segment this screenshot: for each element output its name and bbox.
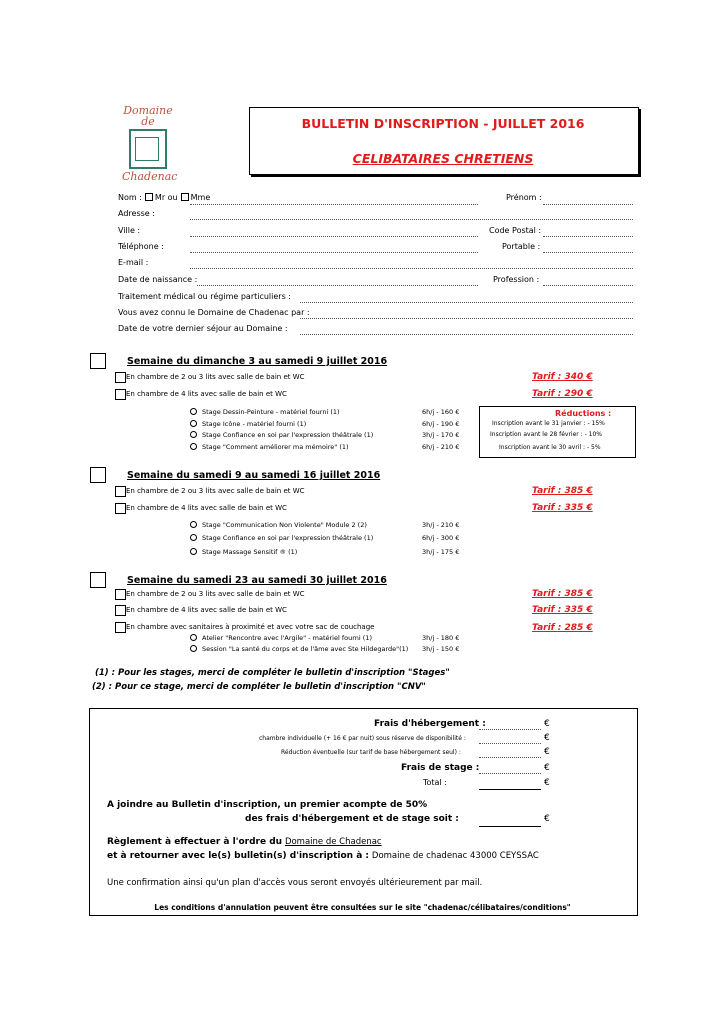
euro-1: € [544, 719, 550, 729]
week2-stage2-radio[interactable] [190, 534, 197, 541]
adresse-field[interactable] [190, 219, 633, 220]
connu-label: Vous avez connu le Domaine de Chadenac par : [118, 308, 310, 317]
week1-stage4-name: Stage "Comment améliorer ma mémoire" (1) [202, 443, 349, 451]
euro-6: € [544, 814, 550, 824]
conditions-text: Les conditions d'annulation peuvent être consultées sur le site "chadenac/célibataires/conditions" [154, 903, 571, 912]
week1-checkbox[interactable] [90, 353, 106, 369]
week2-stage1-radio[interactable] [190, 521, 197, 528]
week3-opt2-label: En chambre de 4 lits avec salle de bain et WC [126, 606, 287, 614]
note-cnv: (2) : Pour ce stage, merci de compléter le bulletin d'inscription "CNV" [92, 682, 426, 692]
dernier-sejour-field[interactable] [300, 334, 633, 335]
week1-opt1-label: En chambre de 2 ou 3 lits avec salle de bain et WC [126, 373, 305, 381]
mme-checkbox[interactable] [181, 193, 189, 201]
reglement-line: Règlement à effectuer à l'ordre du Domaine de Chadenac [107, 837, 382, 847]
week1-stage1-name: Stage Dessin-Peinture - matériel fourni (1) [202, 408, 340, 416]
ville-field[interactable] [190, 236, 478, 237]
week1-stage3-radio[interactable] [190, 431, 197, 438]
euro-2: € [544, 733, 550, 743]
week3-stage1-price: 3h/j - 180 € [422, 634, 460, 642]
page-title: BULLETIN D'INSCRIPTION - JUILLET 2016 [301, 116, 585, 131]
naissance-label: Date de naissance : [118, 275, 198, 284]
week2-tarif2: Tarif : 335 € [532, 503, 593, 513]
retour-adresse: Domaine de chadenac 43000 CEYSSAC [371, 851, 539, 861]
week2-tarif1: Tarif : 385 € [532, 486, 593, 496]
chambre-individuelle-field[interactable] [479, 743, 541, 744]
frais-stage-label: Frais de stage : [401, 763, 480, 773]
week3-title: Semaine du samedi 23 au samedi 30 juillet 2016 [127, 575, 387, 586]
acompte-line-1: A joindre au Bulletin d'inscription, un premier acompte de 50% [107, 800, 428, 810]
telephone-label: Téléphone : [118, 242, 164, 251]
naissance-field[interactable] [197, 285, 478, 286]
retour-line: et à retourner avec le(s) bulletin(s) d'inscription à : Domaine de chadenac 43000 CEYSSAC [107, 851, 539, 861]
week2-stage1-price: 3h/j - 210 € [422, 521, 460, 529]
reglement-ordre: Domaine de Chadenac [284, 837, 382, 847]
nom-label: Nom : Mr ou Mme [118, 193, 211, 202]
prenom-field[interactable] [543, 204, 633, 205]
code-postal-field[interactable] [543, 236, 633, 237]
house-icon [129, 129, 167, 169]
week3-opt3-label: En chambre avec sanitaires à proximité et avec votre sac de couchage [126, 623, 375, 631]
code-postal-label: Code Postal : [489, 226, 542, 235]
frais-hebergement-field[interactable] [479, 729, 541, 730]
euro-5: € [544, 778, 550, 788]
nom-field[interactable] [190, 204, 478, 205]
week3-stage2-name: Session "La santé du corps et de l'âme avec Ste Hildegarde"(1) [202, 645, 409, 653]
week3-opt1-checkbox[interactable] [115, 589, 126, 600]
reductions-title: Réductions : [555, 409, 612, 418]
week3-tarif2: Tarif : 335 € [532, 605, 593, 615]
page-subtitle: CELIBATAIRES CHRETIENS [352, 151, 534, 166]
prenom-label: Prénom : [506, 193, 542, 202]
week3-stage1-name: Atelier "Rencontre avec l'Argile" - matériel fourni (1) [202, 634, 372, 642]
chambre-individuelle-label: chambre individuelle (+ 16 € par nuit) sous réserve de disponibilité : [259, 735, 466, 742]
note-stages: (1) : Pour les stages, merci de compléter le bulletin d'inscription "Stages" [95, 668, 450, 678]
frais-stage-field[interactable] [479, 773, 541, 774]
frais-hebergement-label: Frais d'hébergement : [374, 719, 486, 729]
logo-line-3: Chadenac [122, 170, 178, 183]
week3-tarif3: Tarif : 285 € [532, 623, 593, 633]
week3-opt1-label: En chambre de 2 ou 3 lits avec salle de bain et WC [126, 590, 305, 598]
week1-opt2-checkbox[interactable] [115, 389, 126, 400]
profession-label: Profession : [493, 275, 540, 284]
logo-line-1: Domaine [123, 104, 173, 117]
reduction-field[interactable] [479, 757, 541, 758]
week3-stage1-radio[interactable] [190, 634, 197, 641]
week2-stage3-radio[interactable] [190, 548, 197, 555]
logo-line-2: de [141, 115, 155, 128]
week2-opt2-label: En chambre de 4 lits avec salle de bain et WC [126, 504, 287, 512]
week1-stage4-radio[interactable] [190, 443, 197, 450]
week2-checkbox[interactable] [90, 467, 106, 483]
week1-stage4-price: 6h/j - 210 € [422, 443, 460, 451]
week3-stage2-radio[interactable] [190, 645, 197, 652]
reduction-label: Réduction éventuelle (sur tarif de base hébergement seul) : [281, 749, 461, 756]
dernier-sejour-label: Date de votre dernier séjour au Domaine : [118, 324, 288, 333]
week2-title: Semaine du samedi 9 au samedi 16 juillet 2016 [127, 470, 381, 481]
week1-stage2-name: Stage Icône - matériel fourni (1) [202, 420, 307, 428]
ville-label: Ville : [118, 226, 141, 235]
week1-stage2-price: 6h/j - 190 € [422, 420, 460, 428]
euro-3: € [544, 747, 550, 757]
traitement-label: Traitement médical ou régime particuliers : [118, 292, 291, 301]
week2-stage2-name: Stage Confiance en soi par l'expression théâtrale (1) [202, 534, 374, 542]
connu-field[interactable] [300, 318, 633, 319]
confirmation-text: Une confirmation ainsi qu'un plan d'accès vous seront envoyés ultérieurement par mail. [107, 878, 483, 888]
week2-stage1-name: Stage "Communication Non Violente" Module 2 (2) [202, 521, 367, 529]
week3-opt2-checkbox[interactable] [115, 605, 126, 616]
domaine-logo [122, 104, 178, 183]
acompte-field[interactable] [479, 826, 541, 827]
portable-field[interactable] [543, 252, 633, 253]
week1-tarif1: Tarif : 340 € [532, 372, 593, 382]
adresse-label: Adresse : [118, 209, 155, 218]
portable-label: Portable : [502, 242, 541, 251]
telephone-field[interactable] [190, 252, 478, 253]
email-label: E-mail : [118, 258, 149, 267]
traitement-field[interactable] [300, 302, 633, 303]
week2-stage3-price: 3h/j - 175 € [422, 548, 460, 556]
week1-stage2-radio[interactable] [190, 420, 197, 427]
week3-checkbox[interactable] [90, 572, 106, 588]
week2-opt1-checkbox[interactable] [115, 486, 126, 497]
week2-stage3-name: Stage Massage Sensitif ® (1) [202, 548, 298, 556]
week3-stage2-price: 3h/j - 150 € [422, 645, 460, 653]
week1-stage1-price: 6h/j - 160 € [422, 408, 460, 416]
reduction-item-1: Inscription avant le 31 janvier : - 15% [492, 420, 605, 427]
total-field[interactable] [479, 789, 541, 790]
total-label: Total : [423, 778, 447, 787]
week2-opt2-checkbox[interactable] [115, 503, 126, 514]
week1-opt2-label: En chambre de 4 lits avec salle de bain et WC [126, 390, 287, 398]
week1-title: Semaine du dimanche 3 au samedi 9 juillet 2016 [127, 356, 388, 367]
email-field[interactable] [190, 268, 633, 269]
week1-stage1-radio[interactable] [190, 408, 197, 415]
week2-stage2-price: 6h/j - 300 € [422, 534, 460, 542]
mr-checkbox[interactable] [145, 193, 153, 201]
week2-opt1-label: En chambre de 2 ou 3 lits avec salle de bain et WC [126, 487, 305, 495]
week1-stage3-price: 3h/j - 170 € [422, 431, 460, 439]
week1-tarif2: Tarif : 290 € [532, 389, 593, 399]
profession-field[interactable] [543, 285, 633, 286]
week3-opt3-checkbox[interactable] [115, 622, 126, 633]
euro-4: € [544, 763, 550, 773]
reduction-item-2: Inscription avant le 28 février : - 10% [490, 431, 603, 438]
reduction-item-3: Inscription avant le 30 avril : - 5% [499, 444, 601, 451]
week3-tarif1: Tarif : 385 € [532, 589, 593, 599]
acompte-line-2: des frais d'hébergement et de stage soit : [245, 814, 459, 824]
week1-stage3-name: Stage Confiance en soi par l'expression théâtrale (1) [202, 431, 374, 439]
week1-opt1-checkbox[interactable] [115, 372, 126, 383]
